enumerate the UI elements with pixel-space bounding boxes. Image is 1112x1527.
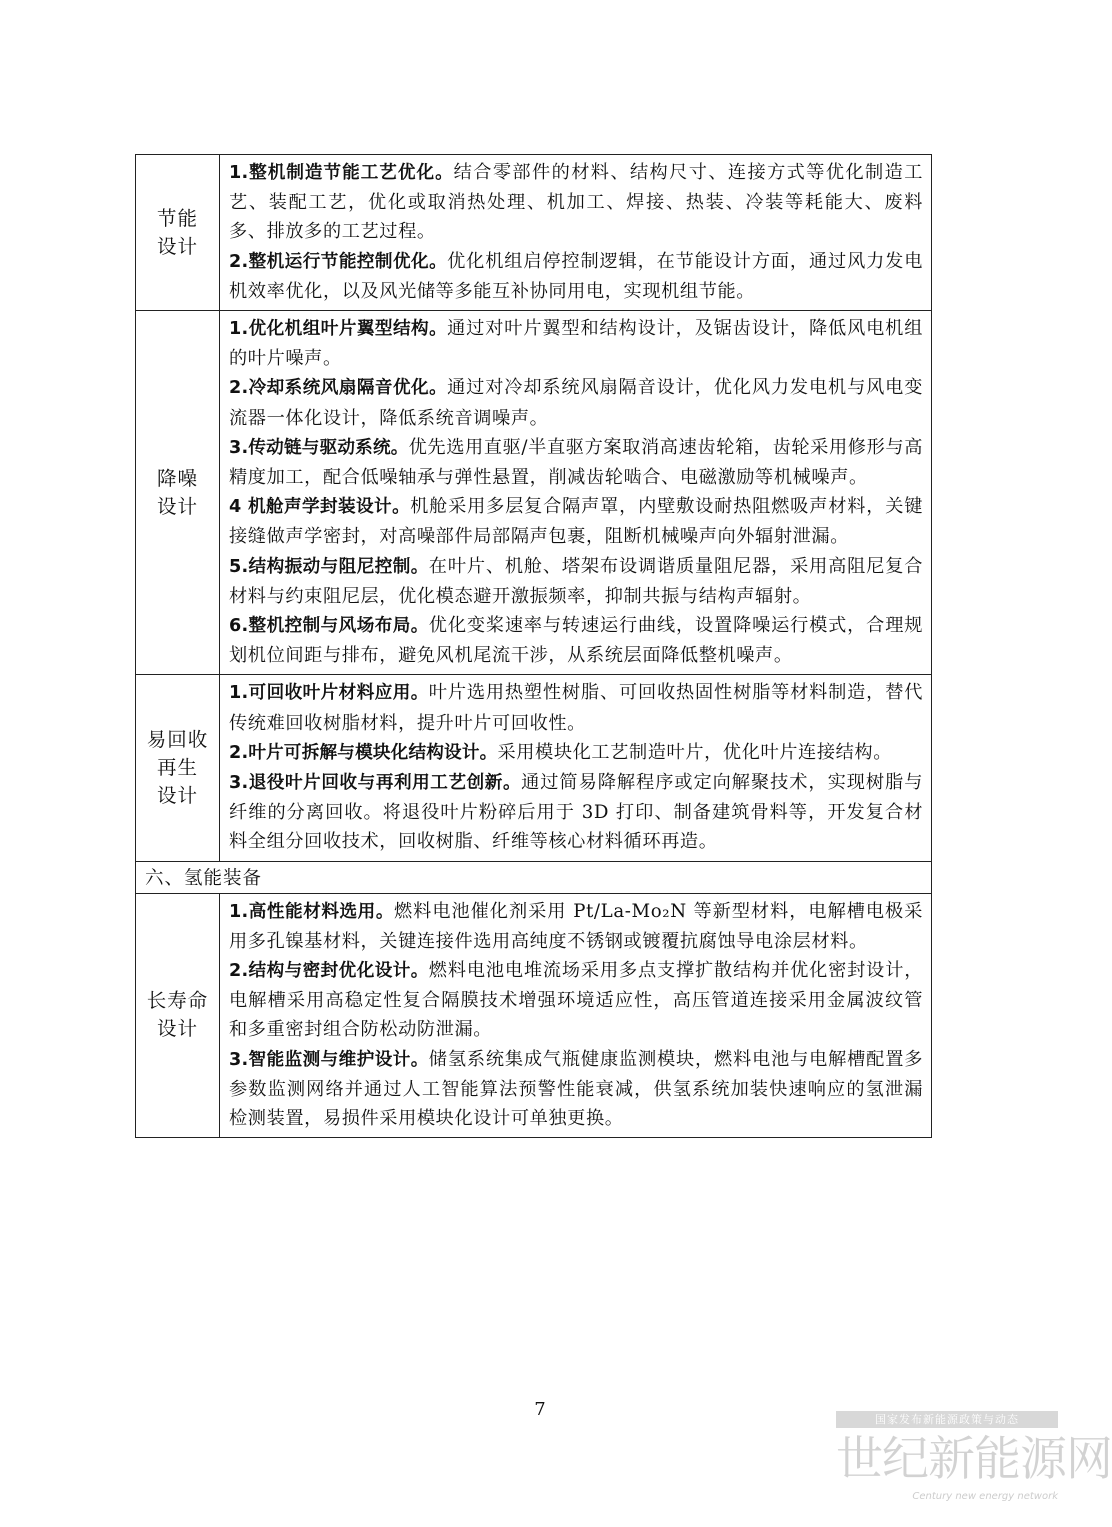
paragraph (229, 611, 923, 670)
paragraph-text: 通过简易降解程序或定向解聚技术，实现树脂与纤维的分离回收。将退役叶片粉碎后用于 3D 打印、制备建筑骨料等，开发复合材料全组分回收技术，回收树脂、纤维等核心材料循环再造。 (229, 772, 923, 853)
watermark-tagline: 国家发布新能源政策与动态 (836, 1411, 1058, 1428)
paragraph-text: 采用模块化工艺制造叶片，优化叶片连接结构。 (497, 741, 892, 763)
paragraph-heading: 2.结构与密封优化设计。 (229, 961, 429, 982)
paragraph-text: 优化变桨速率与转速运行曲线，设置降噪运行模式，合理规划机位间距与排布，避免风机尾流干涉，从系统层面降低整机噪声。 (229, 615, 924, 667)
paragraph (229, 373, 923, 432)
paragraph-text: 结合零部件的材料、结构尺寸、连接方式等优化制造工艺、装配工艺，优化或取消热处理、机加工、焊接、热装、冷装等耗能大、废料多、排放多的工艺过程。 (229, 162, 923, 243)
row-long-life (136, 893, 932, 1138)
paragraph (229, 314, 923, 373)
paragraph-text: 通过对叶片翼型和结构设计，及锯齿设计，降低风电机组的叶片噪声。 (229, 318, 923, 370)
category-cell (136, 311, 220, 675)
paragraph (229, 492, 923, 551)
paragraph (229, 738, 923, 768)
content-cell (220, 675, 932, 861)
paragraph (229, 678, 923, 737)
category-label: 设计 (156, 1017, 198, 1041)
paragraph-heading: 1.高性能材料选用。 (229, 901, 395, 922)
paragraph (229, 552, 923, 611)
content-cell (220, 155, 932, 311)
section-header: 六、氢能装备 (136, 861, 932, 893)
category-label: 再生 (156, 756, 198, 780)
paragraph-text: 燃料电池电堆流场采用多点支撑扩散结构并优化密封设计，电解槽采用高稳定性复合隔膜技术增强环境适应性，高压管道连接采用金属波纹管和多重密封组合防松动防泄漏。 (229, 960, 924, 1041)
category-label: 设计 (156, 494, 198, 518)
paragraph-heading: 1.可回收叶片材料应用。 (229, 683, 429, 704)
page-number: 7 (534, 1399, 546, 1420)
content-cell (220, 893, 932, 1138)
content-cell (220, 311, 932, 675)
watermark-title: 世纪新能源网 (836, 1432, 1112, 1487)
category-cell (136, 675, 220, 861)
paragraph-text: 储氢系统集成气瓶健康监测模块，燃料电池与电解槽配置多参数监测网络并通过人工智能算法预警性能衰减，供氢系统加装快速响应的氢泄漏检测装置，易损件采用模块化设计可单独更换。 (229, 1048, 924, 1130)
paragraph-heading: 2.叶片可拆解与模块化结构设计。 (229, 742, 498, 763)
category-label: 降噪 (156, 466, 198, 490)
paragraph-heading: 2.整机运行节能控制优化。 (229, 251, 448, 272)
paragraph-heading: 6.整机控制与风场布局。 (229, 616, 429, 637)
paragraph (229, 247, 923, 306)
paragraph-text: 燃料电池催化剂采用 Pt/La-Mo₂N 等新型材料，电解槽电极采用多孔镍基材料，关键连接件选用高纯度不锈钢或镀覆抗腐蚀导电涂层材料。 (229, 900, 923, 952)
paragraph-text: 叶片选用热塑性树脂、可回收热固性树脂等材料制造，替代传统难回收树脂材料，提升叶片可回收性。 (229, 682, 924, 734)
paragraph-heading: 2.冷却系统风扇隔音优化。 (229, 378, 448, 399)
paragraph-heading: 1.优化机组叶片翼型结构。 (229, 319, 448, 340)
paragraph-heading: 3.退役叶片回收与再利用工艺创新。 (229, 773, 522, 794)
paragraph-heading: 1.整机制造节能工艺优化。 (229, 163, 454, 183)
paragraph-heading: 5.结构振动与阻尼控制。 (229, 556, 429, 577)
category-label: 长寿命 (146, 989, 209, 1013)
category-cell (136, 893, 220, 1138)
paragraph-heading: 3.智能监测与维护设计。 (229, 1049, 429, 1070)
watermark-subtitle: Century new energy network (912, 1491, 1058, 1502)
watermark-logo (836, 1411, 1112, 1511)
category-label: 设计 (156, 784, 198, 808)
paragraph-text: 优先选用直驱/半直驱方案取消高速齿轮箱，齿轮采用修形与高精度加工，配合低噪轴承与弹性悬置，削减齿轮啮合、电磁激励等机械噪声。 (229, 436, 923, 489)
category-label: 节能 (156, 206, 198, 230)
paragraph (229, 1045, 923, 1134)
category-label: 设计 (156, 234, 198, 258)
paragraph (229, 897, 923, 956)
paragraph (229, 956, 923, 1045)
content-table (135, 154, 932, 1138)
paragraph-text: 优化机组启停控制逻辑，在节能设计方面，通过风力发电机效率优化，以及风光储等多能互补协同用电，实现机组节能。 (229, 250, 923, 302)
paragraph-heading: 4 机舱声学封装设计。 (229, 497, 411, 518)
row-recyclable (136, 675, 932, 861)
category-label: 易回收 (146, 728, 209, 752)
row-section-header (136, 861, 932, 893)
paragraph-text: 机舱采用多层复合隔声罩，内壁敷设耐热阻燃吸声材料，关键接缝做声学密封，对高噪部件局部隔声包裹，阻断机械噪声向外辐射泄漏。 (229, 496, 923, 548)
paragraph-text: 通过对冷却系统风扇隔音设计，优化风力发电机与风电变流器一体化设计，降低系统音调噪声。 (229, 377, 923, 429)
paragraph (229, 768, 923, 857)
row-energy-saving (136, 155, 932, 311)
paragraph (229, 158, 923, 247)
paragraph (229, 433, 923, 492)
category-cell (136, 155, 220, 311)
paragraph-text: 在叶片、机舱、塔架布设调谐质量阻尼器，采用高阻尼复合材料与约束阻尼层，优化模态避开激振频率，抑制共振与结构声辐射。 (229, 555, 924, 607)
paragraph-heading: 3.传动链与驱动系统。 (229, 437, 409, 458)
row-noise-reduction (136, 311, 932, 675)
